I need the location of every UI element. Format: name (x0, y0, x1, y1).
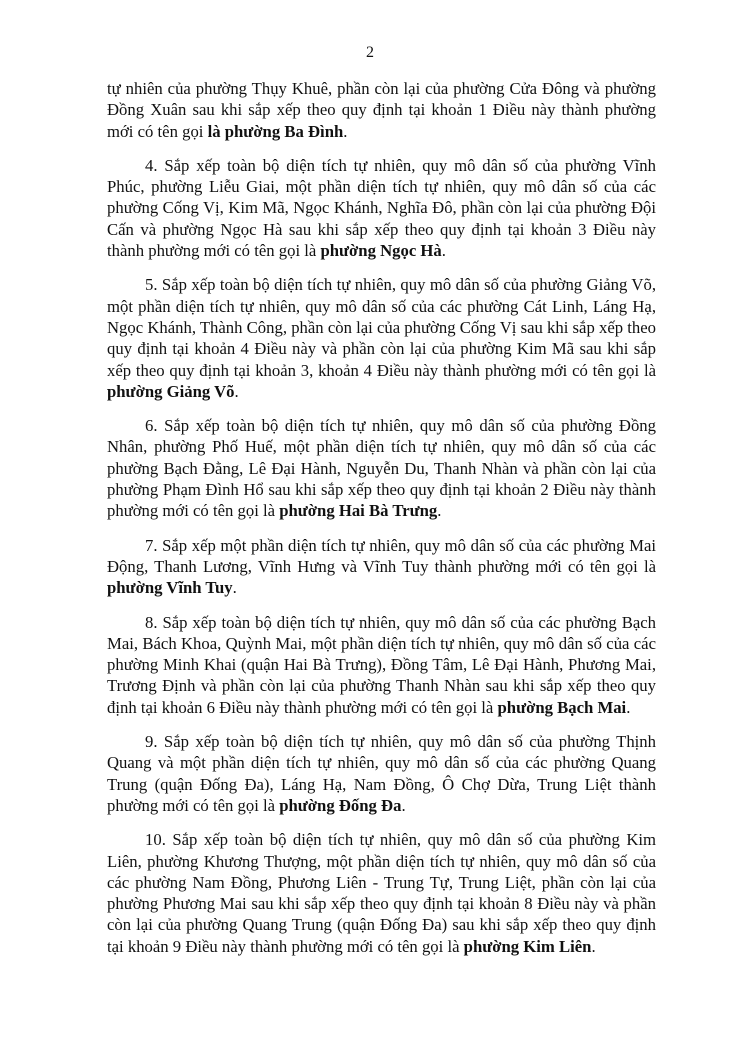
paragraph-tail: . (437, 501, 442, 521)
page-number: 2 (366, 44, 374, 61)
ward-name: phường Giảng Võ (107, 381, 235, 401)
paragraph-item-6 (107, 415, 656, 521)
paragraph-item-7 (107, 535, 656, 599)
paragraph-tail: . (232, 578, 237, 598)
paragraph-tail: . (234, 381, 239, 401)
paragraph-tail: . (441, 241, 446, 261)
paragraph-item-5 (107, 274, 656, 402)
paragraph-tail: . (401, 795, 406, 815)
paragraph-text: tự nhiên của phường Thụy Khuê, phần còn lại của phường Cửa Đông và phường Đồng Xuân sau khi sắp xếp theo quy định tại khoản 1 Điều này thành phường mới có tên gọi (107, 79, 656, 141)
paragraph-item-10 (107, 829, 656, 957)
paragraph-tail: . (626, 697, 631, 717)
document-body (107, 78, 656, 970)
paragraph-tail: . (343, 121, 348, 141)
ward-name: phường Bạch Mai (497, 697, 627, 717)
paragraph-continued (107, 78, 656, 142)
paragraph-text: 9. Sắp xếp toàn bộ diện tích tự nhiên, quy mô dân số của phường Thịnh Quang và một phần diện tích tự nhiên, quy mô dân số của các phường Quang Trung (quận Đống Đa), Láng Hạ, Nam Đồng, Ô Chợ Dừa, Trung Liệt thành phường mới có tên gọi là (107, 732, 656, 815)
ward-name: phường Hai Bà Trưng (279, 501, 438, 521)
paragraph-text: 5. Sắp xếp toàn bộ diện tích tự nhiên, quy mô dân số của phường Giảng Võ, một phần diện tích tự nhiên, quy mô dân số của các phường Cát Linh, Láng Hạ, Ngọc Khánh, Thành Công, phần còn lại của phường Cống Vị sau khi sắp xếp theo quy định tại khoản 4 Điều này và phần còn lại của phường Kim Mã sau khi sắp xếp theo quy định tại khoản 3, khoản 4 Điều này thành phường mới có tên gọi là (107, 275, 656, 380)
paragraph-item-4 (107, 155, 656, 261)
ward-name: phường Vĩnh Tuy (107, 578, 233, 598)
ward-name: phường Đống Đa (279, 795, 402, 815)
paragraph-text: 6. Sắp xếp toàn bộ diện tích tự nhiên, quy mô dân số của phường Đồng Nhân, phường Phố Huế, một phần diện tích tự nhiên, quy mô dân số của các phường Bạch Đằng, Lê Đại Hành, Nguyễn Du, Thanh Nhàn và phần còn lại của phường Phạm Đình Hổ sau khi sắp xếp theo quy định tại khoản 2 Điều này thành phường mới có tên gọi là (107, 416, 656, 521)
ward-name: là phường Ba Đình (207, 121, 344, 141)
paragraph-tail: . (591, 936, 596, 956)
paragraph-item-8 (107, 612, 656, 718)
paragraph-text: 10. Sắp xếp toàn bộ diện tích tự nhiên, quy mô dân số của phường Kim Liên, phường Khương Thượng, một phần diện tích tự nhiên, quy mô dân số của các phường Nam Đồng, Phương Liên - Trung Tự, Trung Liệt, phần còn lại của phường Phương Mai sau khi sắp xếp theo quy định tại khoản 8 Điều này và phần còn lại của phường Quang Trung (quận Đống Đa) sau khi sắp xếp theo quy định tại khoản 9 Điều này thành phường mới có tên gọi là (107, 830, 656, 956)
paragraph-item-9 (107, 731, 656, 816)
paragraph-text: 7. Sắp xếp một phần diện tích tự nhiên, quy mô dân số của các phường Mai Động, Thanh Lương, Vĩnh Hưng và Vĩnh Tuy thành phường mới có tên gọi là (107, 535, 656, 576)
paragraph-text: 8. Sắp xếp toàn bộ diện tích tự nhiên, quy mô dân số của các phường Bạch Mai, Bách Khoa, Quỳnh Mai, một phần diện tích tự nhiên, quy mô dân số của các phường Minh Khai (quận Hai Bà Trưng), Đồng Tâm, Lê Đại Hành, Phương Mai, Trương Định và phần còn lại của phường Thanh Nhàn sau khi sắp xếp theo quy định tại khoản 6 Điều này thành phường mới có tên gọi là (107, 612, 656, 717)
ward-name: phường Kim Liên (463, 936, 592, 956)
ward-name: phường Ngọc Hà (320, 241, 442, 261)
paragraph-text: 4. Sắp xếp toàn bộ diện tích tự nhiên, quy mô dân số của phường Vĩnh Phúc, phường Liễu Giai, một phần diện tích tự nhiên, quy mô dân số của các phường Cống Vị, Kim Mã, Ngọc Khánh, Nghĩa Đô, phần còn lại của phường Đội Cấn và phường Ngọc Hà sau khi sắp xếp theo quy định tại khoản 3 Điều này thành phường mới có tên gọi là (107, 155, 656, 261)
